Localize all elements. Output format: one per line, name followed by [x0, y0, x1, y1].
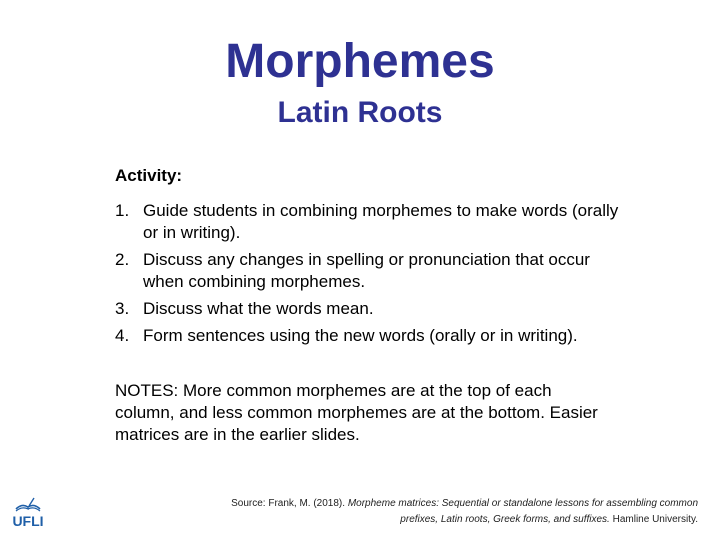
ufli-logo — [6, 495, 50, 535]
step-item — [115, 249, 635, 293]
book-icon — [6, 495, 50, 515]
step-number: 1. — [115, 201, 130, 220]
step-number: 2. — [115, 250, 130, 269]
source-citation — [228, 496, 698, 528]
source-title: Morpheme matrices: Sequential or standalone lessons for assembling common prefixes, Latin roots, Greek forms, and suffixes. — [347, 498, 698, 525]
notes-text: NOTES: More common morphemes are at the top of each column, and less common morphemes are at the bottom. Easier matrices are in the earlier slides. — [115, 381, 598, 444]
activity-label: Activity: — [115, 166, 183, 185]
step-item — [115, 325, 635, 347]
step-number: 3. — [115, 299, 130, 318]
source-prefix: Source: Frank, M. (2018). — [231, 498, 348, 509]
step-item — [115, 298, 635, 320]
source-suffix: Hamline University. — [609, 514, 698, 525]
step-text: Form sentences using the new words (orally or in writing). — [143, 326, 578, 345]
step-text: Discuss what the words mean. — [143, 299, 374, 318]
step-item — [115, 200, 635, 244]
logo-text: UFLI — [12, 513, 44, 529]
step-text: Guide students in combining morphemes to make words (orally or in writing). — [143, 201, 619, 242]
slide-title: Morphemes — [225, 35, 495, 88]
step-number: 4. — [115, 326, 130, 345]
step-text: Discuss any changes in spelling or pronunciation that occur when combining morphemes. — [143, 250, 590, 291]
activity-steps — [115, 200, 635, 352]
slide-subtitle: Latin Roots — [277, 96, 443, 129]
